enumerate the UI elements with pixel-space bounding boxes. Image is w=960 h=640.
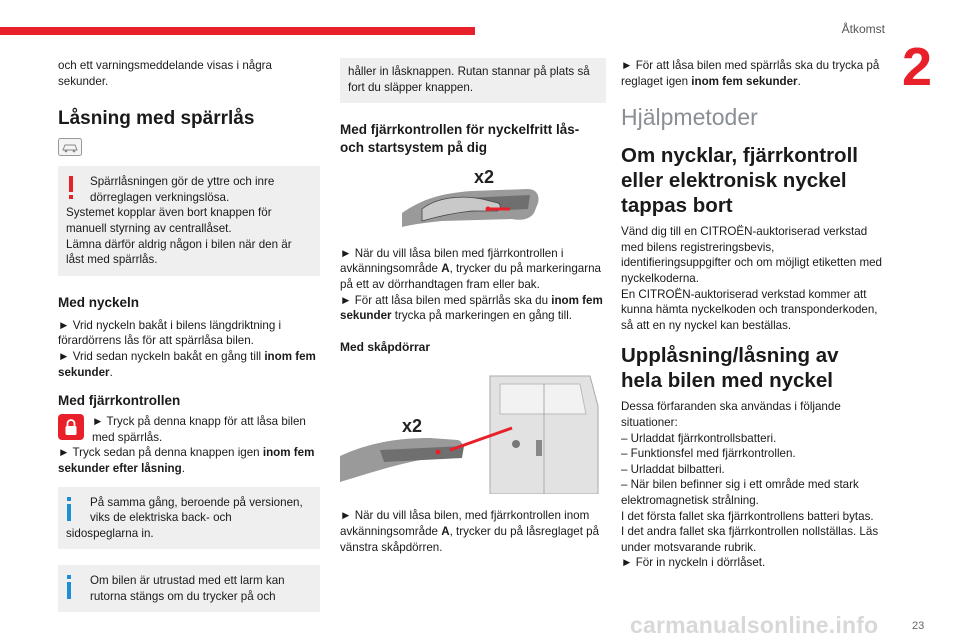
warning-icon xyxy=(66,176,76,205)
remote-step-2: ► Tryck sedan på denna knappen igen inom fem sekunder efter låsning. xyxy=(58,446,315,475)
heading-deadlock: Låsning med spärrlås xyxy=(58,108,255,130)
keyless-step-2: ► För att låsa bilen med spärrlås ska du inom fem sekunder trycka på markeringen en gång till. xyxy=(340,293,603,323)
warning-line-4: Lämna därför aldrig någon i bilen när den är låst med spärrlås. xyxy=(66,237,292,267)
warning-line-1: Spärrlåsningen gör de yttre och inre xyxy=(90,175,275,189)
watermark: carmanualsonline.info xyxy=(630,612,879,638)
info1-line-3: sidospeglarna in. xyxy=(66,526,154,540)
chapter-number: 2 xyxy=(902,37,933,97)
situation-3: – Urladdat bilbatteri. xyxy=(621,462,725,476)
keyless-handle-illustration xyxy=(402,169,606,234)
keyless-step-1: ► När du vill låsa bilen med fjärrkontrollen i avkänningsområde A, trycker du på markeringarna på ett av dörrhandtagen fram eller bak. xyxy=(340,246,601,291)
situation-1: – Urladdat fjärrkontrollsbatteri. xyxy=(621,431,777,445)
info1-line-2: viks de elektriska back- och xyxy=(90,511,232,525)
heading-cargo-doors: Med skåpdörrar xyxy=(340,339,431,354)
info-icon xyxy=(66,497,72,526)
info2-line-2: rutorna stängs om du trycker på och xyxy=(90,589,276,603)
remote-step-block xyxy=(58,414,320,445)
info-box-alarm xyxy=(58,565,320,612)
info1-line-1: På samma gång, beroende på versionen, xyxy=(90,495,303,509)
heading-with-key: Med nyckeln xyxy=(58,294,140,310)
column-left xyxy=(58,58,320,612)
first-case-text: I det första fallet ska fjärrkontrollens batteri bytas. xyxy=(621,509,874,523)
remote-step-1: ► Tryck på denna knapp för att låsa bilen med spärrlås. xyxy=(92,415,306,444)
warning-box xyxy=(58,166,320,276)
vehicle-lock-icon xyxy=(58,138,82,156)
heading-with-remote: Med fjärrkontrollen xyxy=(58,393,181,409)
heading-lost-key: Om nycklar, fjärrkontroll eller elektronisk nyckel tappas bort xyxy=(621,144,858,218)
section-title: Åtkomst xyxy=(841,22,885,36)
insert-key-step: ► För in nyckeln i dörrlåset. xyxy=(621,556,766,570)
remote-lock-icon xyxy=(58,414,84,440)
cargo-door-illustration xyxy=(340,366,606,499)
heading-backup-methods: Hjälpmetoder xyxy=(621,104,758,131)
info-icon xyxy=(66,575,72,604)
intro-text: och ett varningsmeddelande visas i några sekunder. xyxy=(58,59,272,88)
heading-keyless: Med fjärrkontrollen för nyckelfritt lås- och startsystem på dig xyxy=(340,122,580,156)
warning-line-3: Systemet kopplar även bort knappen för manuell styrning av centrallåset. xyxy=(66,206,272,235)
key-step-2: ► Vrid sedan nyckeln bakåt en gång till inom fem sekunder. xyxy=(58,349,316,379)
lost-key-text-2: En CITROËN-auktoriserad verkstad kommer att kunna hämta nyckelkoden och transponderkoden, så att en ny nyckel kan beställas. xyxy=(621,287,878,332)
deadlock-again-step: ► För att låsa bilen med spärrlås ska du trycka på reglaget igen inom fem sekunder. xyxy=(621,59,880,88)
warning-line-2: dörreglagen verkningslösa. xyxy=(90,190,230,204)
info-box-continued xyxy=(340,58,606,103)
situation-4: – När bilen befinner sig i ett område med stark elektromagnetisk strålning. xyxy=(621,478,859,507)
page-number: 23 xyxy=(912,620,925,632)
lost-key-text-1: Vänd dig till en CITROËN-auktoriserad verkstad med bilens registreringsbevis, identifieringsuppgifter och om möjligt etiketten med nyckelkoderna. xyxy=(621,225,882,285)
press-count-label: x2 xyxy=(474,169,495,188)
second-case-text: I det andra fallet ska fjärrkontrollen nollställas. Läs under motsvarande rubrik. xyxy=(621,525,879,554)
press-count-label-2: x2 xyxy=(402,415,423,436)
heading-unlock-with-key: Upplåsning/låsning av hela bilen med nyckel xyxy=(621,344,839,393)
header-accent-bar xyxy=(0,27,475,35)
column-right xyxy=(621,58,883,571)
info2-line-1: Om bilen är utrustad med ett larm kan xyxy=(90,574,285,588)
cargo-step-1: ► När du vill låsa bilen, med fjärrkontrollen inom avkänningsområde A, trycker du på låsreglaget på vänstra skåpdörren. xyxy=(340,509,600,554)
situations-intro: Dessa förfaranden ska användas i följande situationer: xyxy=(621,400,841,429)
situation-2: – Funktionsfel med fjärrkontrollen. xyxy=(621,447,796,461)
box-continued-text: håller in låsknappen. Rutan stannar på plats så fort du släpper knappen. xyxy=(348,65,590,94)
key-step-1: ► Vrid nyckeln bakåt i bilens längdriktning i förardörrens lås för att spärrlåsa bilen. xyxy=(58,318,282,348)
info-box-mirrors xyxy=(58,487,320,550)
column-middle xyxy=(340,58,606,555)
